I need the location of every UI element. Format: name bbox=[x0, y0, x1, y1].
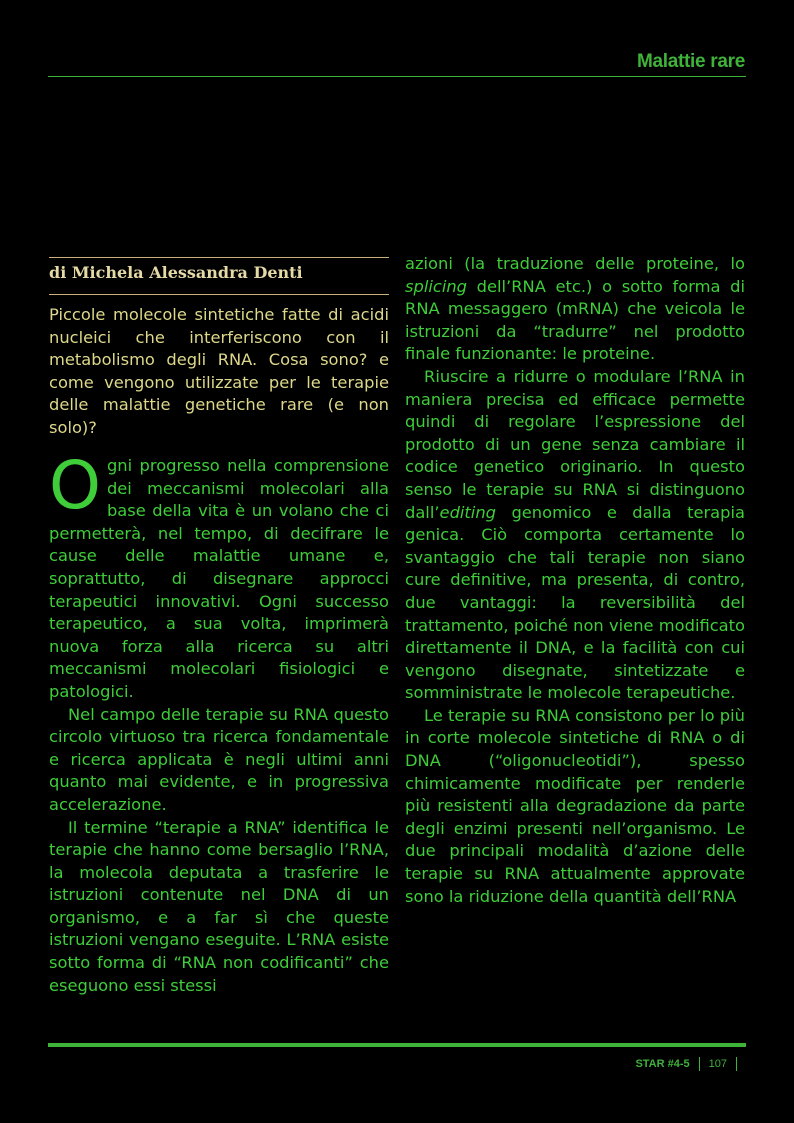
italic-term-editing: editing bbox=[439, 502, 496, 522]
paragraph-5: Le terapie su RNA consistono per lo più in corte molecole sintetiche di RNA o di DNA (“oligonucleotidi”), spesso chimicamente modificate per renderle più resistenti alla degradazione da parte degli enzimi presenti nell’organismo. Le due principali modalità d’azione delle terapie su RNA attualmente approvate sono la riduzione della quantità dell’RNA bbox=[405, 705, 745, 906]
paragraph-4-part-a: Riuscire a ridurre o modulare l’RNA in maniera precisa ed efficace permette quindi di regolare l’espressione del prodotto di un gene senza cambiare il codice genetico originario. In questo senso le terapie su RNA si distinguono dall’ bbox=[405, 366, 745, 522]
paragraph-4 bbox=[405, 366, 745, 705]
paragraph-3-cont-part-a: azioni (la traduzione delle proteine, lo bbox=[405, 254, 745, 273]
byline-divider-bottom bbox=[49, 294, 389, 295]
article-abstract: Piccole molecole sintetiche fatte di acidi nucleici che interferiscono con il metabolismo degli RNA. Cosa sono? e come vengono utilizzate per le terapie delle malattie genetiche rare (e non solo)? bbox=[49, 305, 389, 437]
footer-separator-end bbox=[736, 1057, 737, 1071]
drop-cap: O bbox=[49, 447, 101, 524]
header-divider bbox=[48, 76, 746, 77]
right-column bbox=[405, 253, 745, 908]
paragraph-3-continued bbox=[405, 253, 745, 366]
byline-divider-top bbox=[49, 257, 389, 258]
paragraph-3-cont-part-b: dell’RNA etc.) o sotto forma di RNA messaggero (mRNA) che veicola le istruzioni da “tradurre” nel prodotto finale funzionante: le proteine. bbox=[405, 276, 745, 364]
page-footer bbox=[635, 1057, 746, 1071]
paragraph-1-text: gni progresso nella comprensione dei meccanismi molecolari alla base della vita è un volano che ci permetterà, nel tempo, di decifrare le cause delle malattie umane e, soprattutto, di disegnare approcci terapeutici innovativi. Ogni successo terapeutico, a sua volta, imprimerà nuova forza alla ricerca su altri meccanismi molecolari fisiologici e patologici. bbox=[49, 456, 389, 701]
footer-separator bbox=[699, 1057, 700, 1071]
footer-bar bbox=[48, 1043, 746, 1047]
left-column bbox=[49, 447, 389, 997]
paragraph-4-part-b: genomico e dalla terapia genica. Ciò comporta certamente lo svantaggio che tali terapie non siano cure definitive, ma presenta, di contro, due vantaggi: la reversibilità del trattamento, poiché non viene modificato direttamente il DNA, e la facilità con cui vengono disegnate, sintetizzate e somministrate le molecole terapeutiche. bbox=[405, 502, 745, 703]
issue-label: STAR #4-5 bbox=[635, 1058, 690, 1070]
paragraph-1 bbox=[49, 447, 389, 704]
section-title: Malattie rare bbox=[636, 51, 745, 72]
paragraph-2: Nel campo delle terapie su RNA questo circolo virtuoso tra ricerca fondamentale e ricerca applicata è negli ultimi anni quanto mai evidente, e in progressiva accelerazione. bbox=[49, 704, 389, 814]
italic-term-splicing: splicing bbox=[405, 276, 467, 296]
page-number: 107 bbox=[708, 1058, 727, 1070]
author-byline: di Michela Alessandra Denti bbox=[49, 263, 303, 282]
paragraph-3: Il termine “terapie a RNA” identifica le terapie che hanno come bersaglio l’RNA, la molecola deputata a trasferire le istruzioni contenute nel DNA di un organismo, e a far sì che queste istruzioni vengano eseguite. L’RNA esiste sotto forma di “RNA non codificanti” che eseguono essi stessi bbox=[49, 817, 389, 995]
